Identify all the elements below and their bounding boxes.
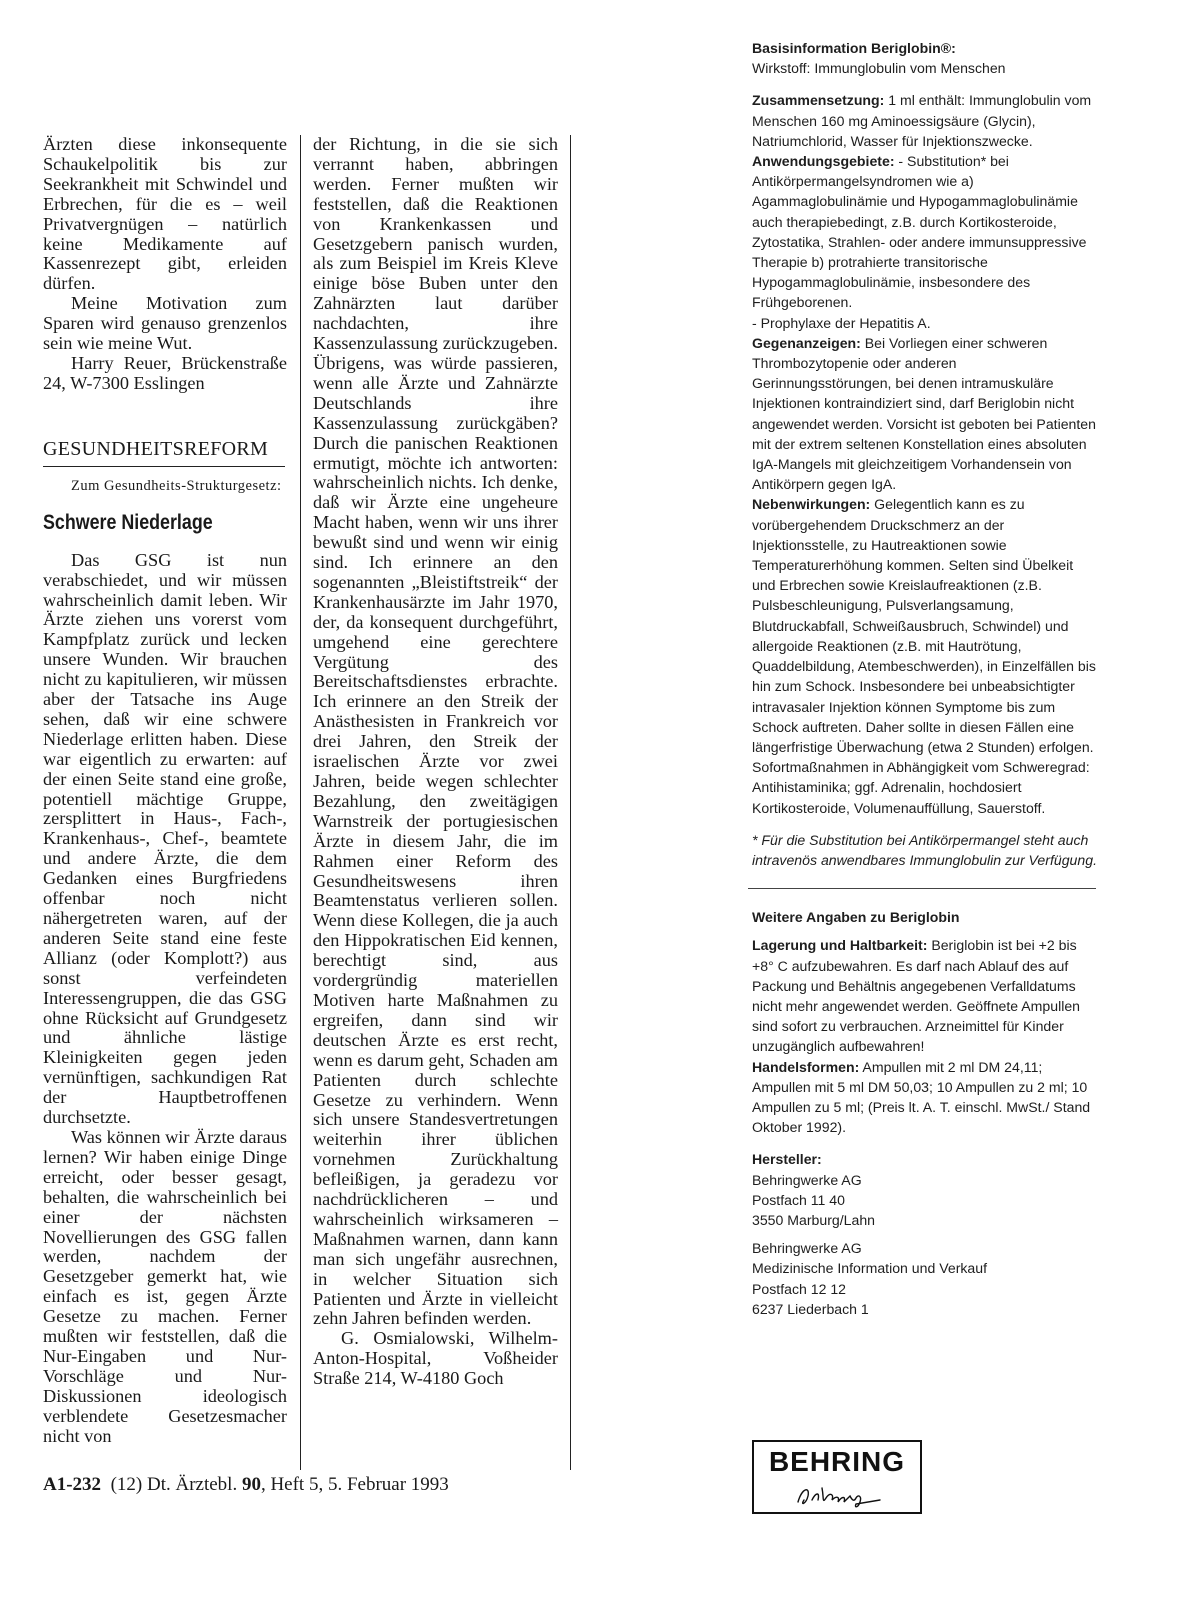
zusammensetzung bbox=[752, 90, 1097, 151]
address-line: Medizinische Information und Verkauf bbox=[752, 1260, 988, 1277]
address-line: 3550 Marburg/Lahn bbox=[752, 1211, 876, 1228]
zusammensetzung-label: Zusammensetzung: bbox=[752, 92, 885, 109]
address-line: 6237 Liederbach 1 bbox=[752, 1300, 869, 1317]
issue-info: , Heft 5, 5. Februar 1993 bbox=[260, 1474, 449, 1495]
section-subheading: Zum Gesundheits-Strukturgesetz: bbox=[71, 477, 282, 494]
letter-paragraph: Meine Motivation zum Sparen wird genauso grenzenlos sein wie meine Wut. bbox=[43, 293, 287, 354]
handelsformen-text: Ampullen mit 2 ml DM 24,11; Ampullen mit 5 ml DM 50,03; 10 Ampullen zu 2 ml; 10 Ampullen zu 5 ml; (Preis lt. A. T. einschl. MwSt./ Stand Oktober 1992). bbox=[752, 1058, 1091, 1136]
journal-name: (12) Dt. Ärztebl. bbox=[110, 1474, 238, 1495]
letter-column-1 bbox=[43, 135, 287, 1446]
anwendungsgebiete-extra: - Prophylaxe der Hepatitis A. bbox=[752, 314, 931, 331]
weitere-angaben-title: Weitere Angaben zu Beriglobin bbox=[752, 909, 960, 926]
gegenanzeigen-text: Bei Vorliegen einer schweren Thrombozytopenie oder anderen Gerinnungsstörungen, bei denen intramuskuläre Injektionen kontraindiziert sind, darf Beriglobin nicht angewendet werden. Vorsicht ist geboten bei Patienten mit der extrem seltenen Konstellation eines absoluten IgA-Mangels mit gleichzeitigem Vorhandensein von Antikörpern gegen IgA. bbox=[752, 334, 1096, 493]
section-divider bbox=[748, 888, 1096, 889]
anwendungsgebiete-text: - Substitution* bei Antikörpermangelsyndromen wie a) Agammaglobulinämie und Hypogammaglobulinämie auch therapiebedingt, z.B. durch Kortikosteroide, Zytostatika, Strahlen- oder andere immunsuppressive Therapie b) protrahierte transitorische Hypogammaglobulinämie, insbesondere des Frühgeborenen. bbox=[752, 153, 1087, 311]
letter-paragraph: Ärzten diese inkonsequente Schaukelpolitik bis zur Seekrankheit mit Schwindel und Erbrechen, für die es – weil Privatvergnügen – natürlich keine Medikamente auf Kassenrezept gibt, erleiden dürfen. bbox=[43, 134, 287, 294]
section-heading: GESUNDHEITSREFORM bbox=[43, 440, 285, 467]
article-paragraph: Das GSG ist nun verabschiedet, und wir müssen wahrscheinlich damit leben. Wir Ärzte ziehen uns vorerst vom Kampfplatz zurück und lecken unsere Wunden. Wir brauchen nicht zu kapitulieren, wir müssen aber der Tatsache ins Auge sehen, daß wir eine schwere Niederlage erlitten haben. Diese war eigentlich zu erwarten: auf der einen Seite stand eine große, potentiell mächtige Gruppe, zersplittert in Haus-, Fach-, Krankenhaus-, Chef-, beamtete und andere Ärzte, die dem Gedanken eines Burgfriedens offenbar noch nicht nähergetreten waren, auf der anderen Seite stand eine feste Allianz (oder Komplott?) aus sonst verfeindeten Interessengruppen, die das GSG ohne Rücksicht auf Grundgesetz und ähnliche lästige Kleinigkeiten gegen jeden vernünftigen, sachkundigen Rat der Hauptbetroffenen durchsetzte. bbox=[43, 549, 287, 1128]
letter-signature: Harry Reuer, Brückenstraße 24, W-7300 Esslingen bbox=[43, 352, 287, 393]
article-paragraph: der Richtung, in die sie sich verrannt haben, abbringen werden. Ferner mußten wir feststellen, daß die Reaktionen von Krankenkassen und Gesetzgebern panisch wurden, als zum Beispiel im Kreis Kleve einige böse Buben unter den Zahnärzten laut darüber nachdachten, ihre Kassenzulassung zurückzugeben. Übrigens, was würde passieren, wenn alle Ärzte und Zahnärzte Deutschlands ihre Kassenzulassung zurückgäben? Durch die panischen Reaktionen ermutigt, möchte ich antworten: wahrscheinlich nichts. Ich denke, daß wir Ärzte eine ungeheure Macht haben, wenn wir uns ihrer bewußt sind und wenn wir einig sind. Ich erinnere an den sogenannten „Bleistiftstreik“ der Krankenhausärzte im Jahr 1970, der, da konsequent durchgeführt, umgehend eine gerechtere Vergütung des Bereitschaftsdienstes erbrachte. Ich erinnere an den Streik der Anästhesisten in Frankreich vor drei Jahren, den Streik der israelischen Ärzte vor zwei Jahren, beide wegen schlechter Bezahlung, den zweitägigen Warnstreik der portugiesischen Ärzte in diesem Jahr, die im Rahmen einer Reform des Gesundheitswesens ihren Beamtenstatus verlieren sollen. Wenn diese Kollegen, die ja auch den Hippokratischen Eid kennen, berechtigt sind, aus vordergründig materiellen Motiven harte Maßnahmen zu ergreifen, dann sind wir deutschen Ärzte es erst recht, wenn es darum geht, Schaden am Patienten durch schlechte Gesetze zu verhindern. Wenn sich unsere Standesvertretungen weiterhin ihrer üblichen vornehmen Zurückhaltung befleißigen, ja geradezu vor nachdrücklicheren – und wahrscheinlich wirksameren – Maßnahmen warnen, dann kann man sich ungefähr ausrechnen, in welcher Situation sich Patienten und Ärzte in vielleicht zehn Jahren befinden werden. bbox=[313, 134, 558, 1329]
address-line: Behringwerke AG bbox=[752, 1171, 862, 1188]
signature-icon bbox=[794, 1482, 884, 1510]
article-title: Schwere Niederlage bbox=[43, 510, 213, 534]
article-paragraph: Was können wir Ärzte daraus lernen? Wir haben einige Dinge erreicht, oder besser gesagt, behalten, die wahrscheinlich bei einer der nächsten Novellierungen des GSG fallen werden, nachdem der Gesetzgeber gemerkt hat, wie einfach es ist, gegen Ärzte Gesetze zu machen. Ferner mußten wir feststellen, daß die Nur-Eingaben und Nur-Vorschläge und Nur-Diskussionen ideologisch verblendete Gesetzesmacher nicht von bbox=[43, 1126, 287, 1446]
handelsformen bbox=[752, 1057, 1097, 1138]
article-signature: G. Osmialowski, Wilhelm-Anton-Hospital, Voßheider Straße 214, W-4180 Goch bbox=[313, 1328, 558, 1389]
zusammensetzung-text: 1 ml enthält: Immunglobulin vom Menschen 160 mg Aminoessigsäure (Glycin), Natriumchlorid, Wasser für Injektionszwecke. bbox=[752, 92, 1092, 149]
volume-number: 90 bbox=[241, 1474, 261, 1495]
lagerung bbox=[752, 935, 1097, 1056]
lagerung-label: Lagerung und Haltbarkeit: bbox=[752, 937, 928, 954]
page-number: A1-232 bbox=[43, 1474, 102, 1495]
page-footer bbox=[43, 1474, 449, 1496]
column-divider bbox=[300, 135, 301, 1470]
nebenwirkungen-text: Gelegentlich kann es zu vorübergehendem Druckschmerz an der Injektionsstelle, zu Hautreaktionen sowie Temperaturerhöhung kommen. Selten sind Übelkeit und Erbrechen sowie Kreislaufreaktionen (z.B. Pulsbeschleunigung, Pulsverlangsamung, Blutdruckabfall, Schweißausbruch, Schwindel) und allergoide Reaktionen (z.B. mit Hautrötung, Quaddelbildung, Atembeschwerden), in Einzelfällen bis hin zum Schock. Insbesondere bei unbeabsichtigter intravasaler Injektion können Symptome bis zum Schock auftreten. Daher sollte in diesen Fällen eine längerfristige Überwachung (etwa 2 Stunden) erfolgen. Sofortmaßnahmen in Abhängigkeit vom Schweregrad: Antihistaminika; ggf. Adrenalin, hochdosiert Kortikosteroide, Volumenauffüllung, Sauerstoff. bbox=[752, 496, 1096, 816]
address-line: Postfach 11 40 bbox=[752, 1191, 845, 1208]
basis-wirkstoff: Wirkstoff: Immunglobulin vom Menschen bbox=[752, 60, 1006, 77]
drug-info-panel bbox=[752, 38, 1097, 1319]
address-line: Behringwerke AG bbox=[752, 1240, 862, 1257]
nebenwirkungen bbox=[752, 494, 1097, 817]
logo-wordmark: BEHRING bbox=[768, 1446, 906, 1477]
anwendungsgebiete-label: Anwendungsgebiete: bbox=[752, 153, 895, 170]
lagerung-text: Beriglobin ist bei +2 bis +8° C aufzubewahren. Es darf nach Ablauf des auf Packung und Behältnis angegebenen Verfalldatums nicht mehr angewendet werden. Geöffnete Ampullen sind sofort zu verbrauchen. Arzneimittel für Kinder unzugänglich aufbewahren! bbox=[752, 937, 1081, 1055]
gegenanzeigen bbox=[752, 333, 1097, 495]
behring-logo bbox=[752, 1440, 922, 1514]
column-divider bbox=[570, 135, 571, 1470]
anwendungsgebiete bbox=[752, 151, 1097, 313]
basis-title: Basisinformation Beriglobin®: bbox=[752, 40, 956, 56]
gegenanzeigen-label: Gegenanzeigen: bbox=[752, 334, 861, 351]
handelsformen-label: Handelsformen: bbox=[752, 1058, 860, 1075]
footnote: * Für die Substitution bei Antikörpermangel steht auch intravenös anwendbares Immunglobulin zur Verfügung. bbox=[752, 831, 1097, 868]
address-line: Postfach 12 12 bbox=[752, 1280, 847, 1297]
hersteller-label: Hersteller: bbox=[752, 1151, 822, 1168]
letter-column-2 bbox=[313, 135, 558, 1389]
nebenwirkungen-label: Nebenwirkungen: bbox=[752, 496, 871, 513]
